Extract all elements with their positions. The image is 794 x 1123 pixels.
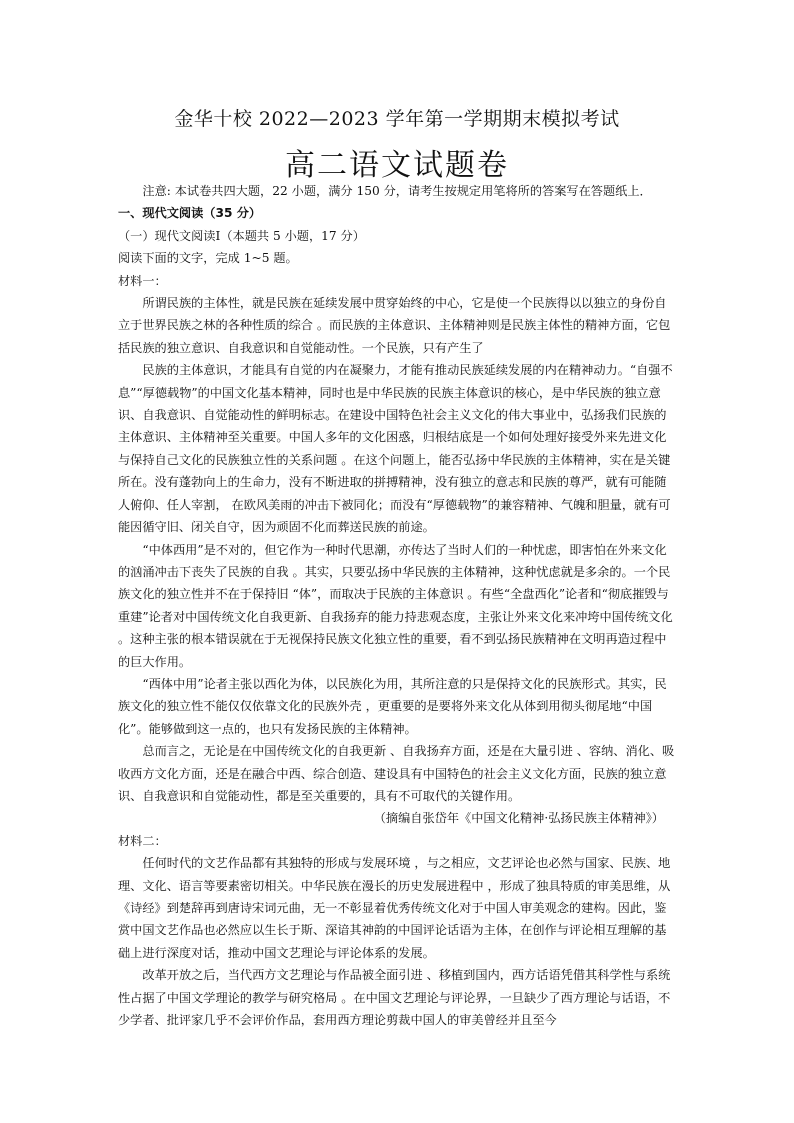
material-1-paragraph: 民族的主体意识，才能具有自觉的内在凝聚力，才能有推动民族延续发展的内在精神动力。“自强不息”“厚德载物”的中国文化基本精神，同时也是中华民族的民族主体意识的核心，是中华民族的独立意识、自我意识、自觉能动性的鲜明标志。在建设中国特色社会主义文化的伟大事业中，弘扬我们民族的主体意识、主体精神至关重要。中国人多年的文化困惑，归根结底是一个如何处理好接受外来先进文化与保持自己文化的民族独立性的关系问题 。在这个问题上，能否弘扬中华民族的主体精神，实在是关键所在。没有蓬勃向上的生命力，没有不断进取的拼搏精神，没有独立的意志和民族的尊严，就有可能随人俯仰、任人宰割， 在欧风美雨的冲击下被同化；而没有“厚德载物”的兼容精神、气魄和胆量，就有可能因循守旧、闭关自守，因为顽固不化而葬送民族的前途。 (118, 363, 673, 535)
material-2-paragraph: 任何时代的文艺作品都有其独特的形成与发展环境 ，与之相应，文艺评论也必然与国家、民族、地理、文化、语言等要素密切相关。中华民族在漫长的历史发展进程中 ，形成了独具特质的审美思维，从《诗经》到楚辞再到唐诗宋词元曲，无一不彰显着优秀传统文化对于中国人审美观念的建构。因此，鉴赏中国文艺作品也必然应以生长于斯、深谙其神韵的中国评论话语为主体，在创作与评论相互理解的基础上进行深度对话，推动中国文艺理论与评论体系的发展。 (118, 856, 671, 960)
material-1-paragraph: 所谓民族的主体性，就是民族在延续发展中贯穿始终的中心，它是使一个民族得以以独立的身份自立于世界民族之林的各种性质的综合 。而民族的主体意识、主体精神则是民族主体性的精神方面，它包括民族的独立意识、自我意识和自觉能动性。一个民族，只有产生了 (118, 296, 671, 355)
notice-text: 注意: 本试卷共四大题，22 小题，满分 150 分，请考生按规定用笔将所的答案写在答题纸上． (142, 184, 652, 198)
reading-instruction: 阅读下面的文字，完成 1~5 题。 (118, 251, 298, 266)
exam-body (118, 180, 678, 1031)
material-1-paragraph: 总而言之，无论是在中国传统文化的自我更新 、自我扬弃方面，还是在大量引进 、容纳、消化、吸收西方文化方面，还是在融合中西、综合创造、建设具有中国特色的社会主义文化方面，民族的独立意识、自我意识和自觉能动性，都是至关重要的，具有不可取代的关键作用。 (118, 744, 675, 803)
exam-title: 金华十校 2022—2023 学年第一学期期末模拟考试 (174, 108, 620, 130)
sub-section-heading: （一）现代文阅读Ⅰ（本题共 5 小题，17 分） (118, 228, 365, 243)
material-1-source: （摘编自张岱年《中国文化精神·弘扬民族主体精神》） (373, 811, 664, 826)
material-1-paragraph: “中体西用”是不对的，但它作为一种时代思潮，亦传达了当时人们的一种忧虑，即害怕在外来文化的汹涌冲击下丧失了民族的自我 。其实，只要弘扬中华民族的主体精神，这种忧虑就是多余的。一个民族文化的独立性并不在于保持旧 “体”，而取决于民族的主体意识 。有些“全盘西化”论者和“彻底摧毁与重建”论者对中国传统文化自我更新、自我扬弃的能力持悲观态度，主张让外来文化来冲垮中国传统文化 。这种主张的根本错误就在于无视保持民族文化独立性的重要，看不到弘扬民族精神在文明再造过程中的巨大作用。 (118, 542, 673, 669)
material-2-label: 材料二： (118, 833, 167, 848)
paper-title: 高二语文试题卷 (285, 148, 509, 183)
section-heading: 一、现代文阅读（35 分） (118, 206, 262, 221)
material-2-paragraph: 改革开放之后，当代西方文艺理论与作品被全面引进 、移植到国内，西方话语凭借其科学性与系统性占据了中国文学理论的教学与研究格局 。在中国文艺理论与评论界，一旦缺少了西方理论与话语，不少学者、批评家几乎不会评价作品，套用西方理论剪裁中国人的审美曾经并且至今 (118, 968, 671, 1028)
material-1-label: 材料一： (118, 273, 167, 288)
material-1-paragraph: “西体中用”论者主张以西化为体，以民族化为用，其所注意的只是保持文化的民族形式。其实，民族文化的独立性不能仅仅依靠文化的民族外壳 ，更重要的是要将外来文化从体到用彻头彻尾地“中国化”。能够做到这一点的，也只有发扬民族的主体精神。 (118, 676, 667, 736)
